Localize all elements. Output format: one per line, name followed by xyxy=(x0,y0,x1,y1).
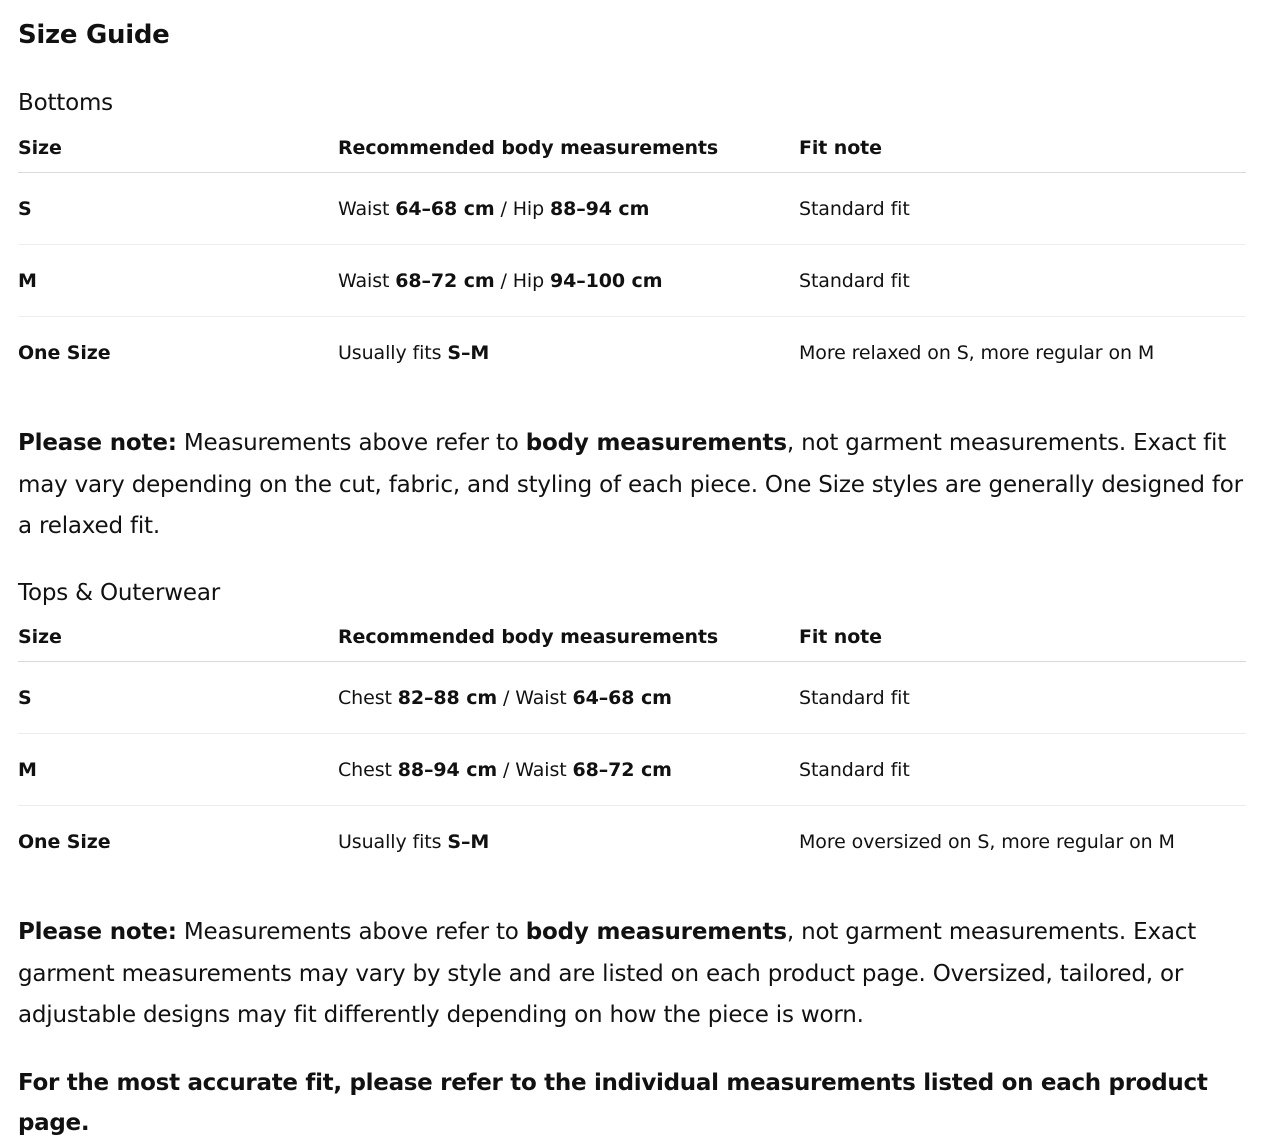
table-row xyxy=(18,173,1246,245)
note-label: Please note: xyxy=(18,919,177,945)
note-emphasis: body measurements xyxy=(525,919,787,945)
measurement-separator: / xyxy=(497,686,516,709)
size-cell: One Size xyxy=(18,830,111,853)
measurement-label: Waist xyxy=(338,269,396,292)
measurement-value: S–M xyxy=(447,341,490,364)
fit-note-cell: Standard fit xyxy=(799,734,1246,806)
measurements-cell xyxy=(338,806,799,878)
table-row xyxy=(18,734,1246,806)
size-cell: M xyxy=(18,734,338,806)
tops-outerwear-heading: Tops & Outerwear xyxy=(18,580,220,606)
bottoms-heading: Bottoms xyxy=(18,90,113,116)
column-header-fit-note: Fit note xyxy=(799,123,1246,173)
measurements-cell xyxy=(338,245,799,317)
measurement-separator: / xyxy=(494,269,513,292)
measurement-value: 94–100 cm xyxy=(550,269,663,292)
table-row xyxy=(18,662,1246,734)
tops-note xyxy=(18,912,1258,1037)
size-cell: M xyxy=(18,245,338,317)
column-header-measurements: Recommended body measurements xyxy=(338,612,799,662)
measurements-cell xyxy=(338,734,799,806)
table-header-row xyxy=(18,612,1246,662)
measurement-label: Chest xyxy=(338,686,398,709)
measurement-label: Hip xyxy=(512,269,551,292)
table-row xyxy=(18,245,1246,317)
size-cell: S xyxy=(18,662,338,734)
column-header-size: Size xyxy=(18,612,338,662)
size-cell: One Size xyxy=(18,341,111,364)
note-emphasis: body measurements xyxy=(525,430,787,456)
measurement-value: S–M xyxy=(447,830,490,853)
measurement-prefix: Usually fits xyxy=(338,341,448,364)
measurement-value: 64–68 cm xyxy=(395,197,495,220)
measurement-value: 88–94 cm xyxy=(550,197,650,220)
note-label: Please note: xyxy=(18,430,177,456)
tops-size-table xyxy=(18,612,1246,877)
fit-note-cell: Standard fit xyxy=(799,173,1246,245)
bottoms-note xyxy=(18,423,1258,548)
fit-note-cell: More oversized on S, more regular on M xyxy=(799,830,1175,853)
column-header-size: Size xyxy=(18,123,338,173)
measurement-separator: / xyxy=(497,758,516,781)
table-row xyxy=(18,806,1246,878)
measurement-value: 68–72 cm xyxy=(572,758,672,781)
measurement-label: Waist xyxy=(515,758,573,781)
measurement-prefix: Usually fits xyxy=(338,830,448,853)
measurement-value: 64–68 cm xyxy=(572,686,672,709)
measurements-cell xyxy=(338,317,799,389)
page-title: Size Guide xyxy=(18,20,170,50)
column-header-fit-note: Fit note xyxy=(799,612,1246,662)
measurement-label: Waist xyxy=(338,197,396,220)
measurement-value: 68–72 cm xyxy=(395,269,495,292)
fit-note-cell: Standard fit xyxy=(799,245,1246,317)
table-row xyxy=(18,317,1246,389)
size-cell: S xyxy=(18,173,338,245)
note-text: Measurements above refer to xyxy=(176,919,526,945)
fit-note-cell: More relaxed on S, more regular on M xyxy=(799,341,1155,364)
measurements-cell xyxy=(338,173,799,245)
measurement-label: Chest xyxy=(338,758,398,781)
fit-note-cell: Standard fit xyxy=(799,662,1246,734)
bottoms-size-table xyxy=(18,123,1246,388)
measurement-label: Waist xyxy=(515,686,573,709)
final-fit-note: For the most accurate fit, please refer to the individual measurements listed on each product page. xyxy=(18,1070,1208,1136)
note-text: , not garment measurements. Exact fit may vary depending on the cut, fabric, and styling of each piece. One Size styles are generally designed for a relaxed fit. xyxy=(18,430,1243,540)
measurement-value: 88–94 cm xyxy=(397,758,498,781)
measurement-separator: / xyxy=(494,197,513,220)
note-text: , not garment measurements. Exact garment measurements may vary by style and are listed on each product page. Oversized, tailored, or adjustable designs may fit differently depending on how the piece is worn. xyxy=(18,919,1197,1029)
measurement-label: Hip xyxy=(512,197,551,220)
note-text: Measurements above refer to xyxy=(176,430,526,456)
measurements-cell xyxy=(338,662,799,734)
table-header-row xyxy=(18,123,1246,173)
column-header-measurements: Recommended body measurements xyxy=(338,123,799,173)
measurement-value: 82–88 cm xyxy=(397,686,498,709)
